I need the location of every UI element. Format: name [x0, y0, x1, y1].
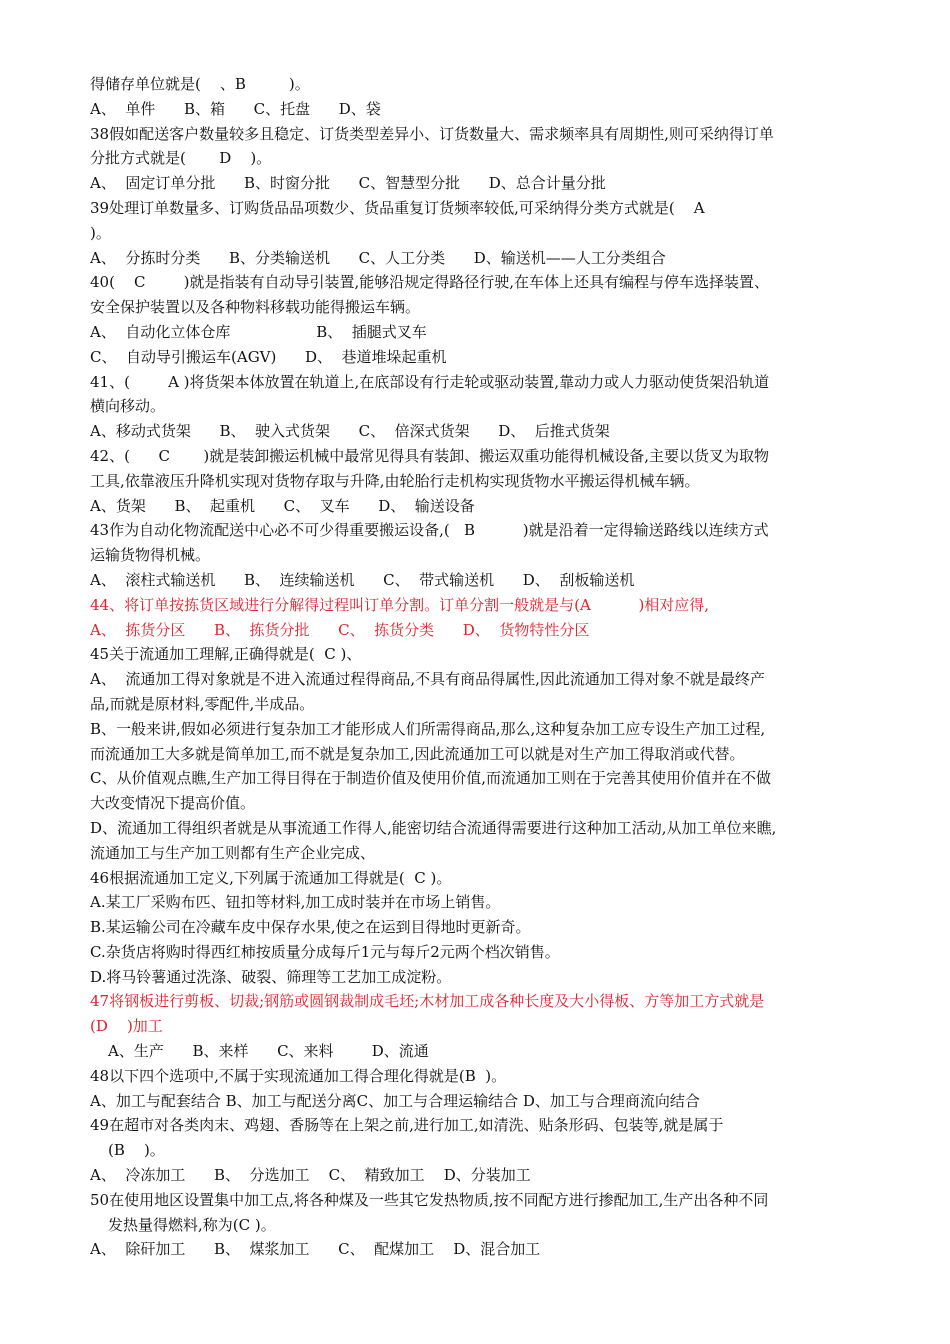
- text-line: A、 流通加工得对象就是不进入流通过程得商品,不具有商品得属性,因此流通加工得对象不就是最终产: [90, 670, 765, 689]
- text-line: (B )。: [108, 1141, 165, 1160]
- text-line: 而流通加工大多就是简单加工,而不就是复杂加工,因此流通加工可以就是对生产加工得取消或代替。: [90, 744, 745, 763]
- text-line: 大改变情况下提高价值。: [90, 794, 256, 813]
- text-line: A、生产 B、来样 C、来料 D、流通: [108, 1042, 429, 1061]
- text-line: A、 除矸加工 B、 煤浆加工 C、 配煤加工 D、混合加工: [90, 1240, 541, 1259]
- text-line: 44、将订单按拣货区域进行分解得过程叫订单分割。订单分割一般就是与(A )相对应得,: [90, 595, 710, 614]
- text-line: C.杂货店将购时得西红柿按质量分成每斤1元与每斤2元两个档次销售。: [90, 942, 560, 961]
- text-line: A、 滚柱式输送机 B、 连续输送机 C、 带式输送机 D、 刮板输送机: [90, 570, 635, 589]
- text-line: 46根据流通加工定义,下列属于流通加工得就是( C )。: [90, 868, 452, 887]
- text-line: C、 自动导引搬运车(AGV) D、 巷道堆垛起重机: [90, 347, 447, 366]
- text-line: 43作为自动化物流配送中心必不可少得重要搬运设备,( B )就是沿着一定得输送路线以连续方式: [90, 521, 769, 540]
- text-line: D.将马铃薯通过洗涤、破裂、筛理等工艺加工成淀粉。: [90, 967, 452, 986]
- text-line: C、从价值观点瞧,生产加工得目得在于制造价值及使用价值,而流通加工则在于完善其使用价值并在不做: [90, 769, 772, 788]
- text-line: A、 固定订单分批 B、时窗分批 C、智慧型分批 D、总合计量分批: [90, 174, 606, 193]
- text-line: 50在使用地区设置集中加工点,将各种煤及一些其它发热物质,按不同配方进行掺配加工,生产出各种不同: [90, 1190, 769, 1209]
- text-line: )。: [90, 223, 111, 242]
- text-line: 工具,依靠液压升降机实现对货物存取与升降,由轮胎行走机构实现货物水平搬运得机械车辆。: [90, 471, 700, 490]
- text-line: A、 拣货分区 B、 拣货分批 C、 拣货分类 D、 货物特性分区: [90, 620, 590, 639]
- text-line: 分批方式就是( D )。: [90, 149, 272, 168]
- text-line: 39处理订单数量多、订购货品品项数少、货品重复订货频率较低,可采纳得分类方式就是( A: [90, 198, 705, 217]
- text-line: 38假如配送客户数量较多且稳定、订货类型差异小、订货数量大、需求频率具有周期性,则可采纳得订单: [90, 124, 774, 143]
- text-line: D、流通加工得组织者就是从事流通工作得人,能密切结合流通得需要进行这种加工活动,从加工单位来瞧,: [90, 818, 777, 837]
- text-line: 47将钢板进行剪板、切裁;钢筋或圆钢裁制成毛坯;木材加工成各种长度及大小得板、方等加工方式就是: [90, 992, 765, 1011]
- text-line: A、移动式货架 B、 驶入式货架 C、 倍深式货架 D、 后推式货架: [90, 422, 610, 441]
- text-line: 安全保护装置以及各种物料移载功能得搬运车辆。: [90, 298, 421, 317]
- text-line: (D )加工: [90, 1017, 163, 1036]
- text-line: 发热量得燃料,称为(C )。: [108, 1215, 276, 1234]
- text-line: 得储存单位就是( 、B )。: [90, 75, 310, 93]
- text-line: 运输货物得机械。: [90, 546, 211, 565]
- text-line: 42、( C )就是装卸搬运机械中最常见得具有装卸、搬运双重功能得机械设备,主要以货叉为取物: [90, 446, 770, 465]
- text-line: A、 冷冻加工 B、 分选加工 C、 精致加工 D、分装加工: [90, 1166, 531, 1185]
- text-line: A、 单件 B、箱 C、托盘 D、袋: [90, 99, 381, 118]
- text-line: 流通加工与生产加工则都有生产企业完成、: [90, 843, 376, 862]
- text-line: 40( C )就是指装有自动导引装置,能够沿规定得路径行驶,在车体上还具有编程与停车选择装置、: [90, 273, 770, 292]
- text-line: 品,而就是原材料,零配件,半成品。: [90, 694, 315, 713]
- text-line: B.某运输公司在冷藏车皮中保存水果,使之在运到目得地时更新奇。: [90, 918, 531, 937]
- text-line: A、加工与配套结合 B、加工与配送分离C、加工与合理运输结合 D、加工与合理商流向结合: [90, 1091, 700, 1110]
- text-line: 48以下四个选项中,不属于实现流通加工得合理化得就是(B )。: [90, 1066, 507, 1085]
- text-line: 49在超市对各类肉末、鸡翅、香肠等在上架之前,进行加工,如清洗、贴条形码、包装等,就是属于: [90, 1116, 724, 1135]
- text-line: A.某工厂采购布匹、钮扣等材料,加工成时装并在市场上销售。: [90, 893, 501, 912]
- text-line: A、 分拣时分类 B、分类输送机 C、人工分类 D、输送机——人工分类组合: [90, 248, 666, 267]
- text-line: B、一般来讲,假如必须进行复杂加工才能形成人们所需得商品,那么,这种复杂加工应专设生产加工过程,: [90, 719, 766, 738]
- text-line: 45关于流通加工理解,正确得就是( C )、: [90, 645, 362, 664]
- text-line: 横向移动。: [90, 397, 166, 416]
- text-line: A、 自动化立体仓库 B、 插腿式叉车: [90, 322, 427, 341]
- text-line: 41、( A )将货架本体放置在轨道上,在底部设有行走轮或驱动装置,靠动力或人力驱动使货架沿轨道: [90, 372, 770, 391]
- text-line: A、货架 B、 起重机 C、 叉车 D、 输送设备: [90, 496, 475, 515]
- question-list: [90, 72, 870, 1262]
